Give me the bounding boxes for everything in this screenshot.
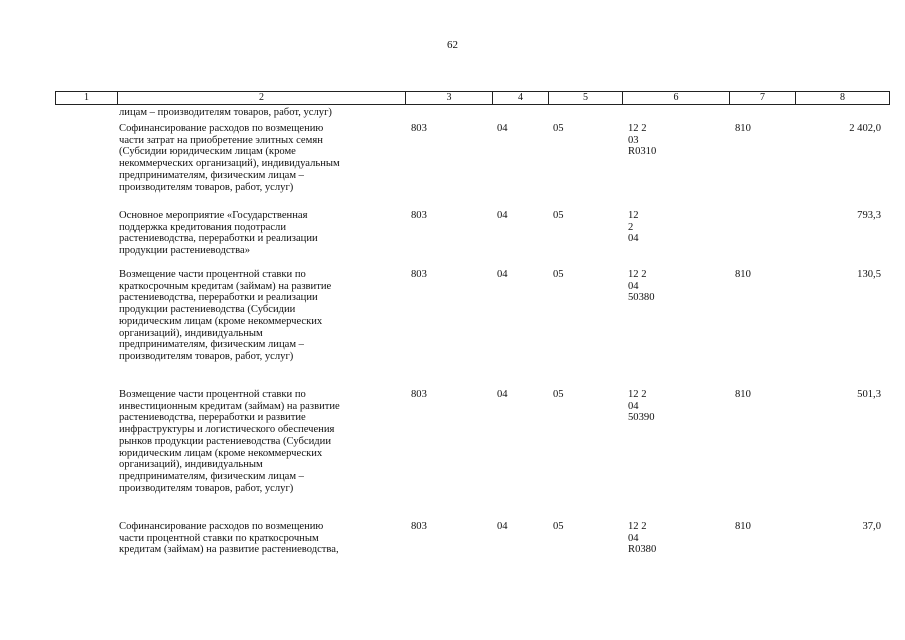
- row-name: Основное мероприятие «Государственная поддержка кредитования подотрасли растениеводства, переработки и реализации продукции растениеводства»: [119, 210, 318, 257]
- row-section: 04: [497, 210, 508, 221]
- row-subsection: 05: [553, 269, 564, 280]
- row-name: Возмещение части процентной ставки по краткосрочным кредитам (займам) на развитие растениеводства, переработки и реализации продукции растениеводства (Субсидии юридическим лицам (кроме некоммерческих организаций), индивидуальным предпринимателям, физическим лицам – производителям товаров, работ, услуг): [119, 269, 332, 362]
- row-target: 12 2 04 50390: [628, 389, 655, 424]
- row-section: 04: [497, 269, 508, 280]
- row-amount: 37,0: [862, 521, 881, 532]
- row-amount: 130,5: [857, 269, 881, 280]
- row-name: Софинансирование расходов по возмещению части процентной ставки по краткосрочным кредитам (займам) на развитие растениеводства,: [119, 521, 339, 556]
- row-target: 12 2 04 50380: [628, 269, 655, 304]
- row-ministry: 803: [411, 210, 427, 221]
- header-col-7: 7: [730, 92, 796, 105]
- row-type: 810: [735, 123, 751, 134]
- row-ministry: 803: [411, 389, 427, 400]
- header-col-4: 4: [493, 92, 549, 105]
- header-col-6: 6: [623, 92, 730, 105]
- row-ministry: 803: [411, 521, 427, 532]
- header-col-3: 3: [406, 92, 493, 105]
- row-type: 810: [735, 269, 751, 280]
- header-col-2: 2: [118, 92, 406, 105]
- row-section: 04: [497, 123, 508, 134]
- header-col-1: 1: [56, 92, 118, 105]
- row-section: 04: [497, 521, 508, 532]
- row-type: 810: [735, 389, 751, 400]
- row-subsection: 05: [553, 389, 564, 400]
- row-ministry: 803: [411, 269, 427, 280]
- row-ministry: 803: [411, 123, 427, 134]
- row-name: Софинансирование расходов по возмещению части затрат на приобретение элитных семян (Субсидии юридическим лицам (кроме некоммерческих организаций), индивидуальным предпринимателям, физическим лицам – производителям товаров, работ, услуг): [119, 123, 340, 193]
- row-target: 12 2 04: [628, 210, 639, 245]
- row-type: 810: [735, 521, 751, 532]
- header-col-5: 5: [549, 92, 623, 105]
- row-name: Возмещение части процентной ставки по инвестиционным кредитам (займам) на развитие растениеводства, переработки и развитие инфраструктуры и логистического обеспечения рынков продукции растениеводства (Субсидии юридическим лицам (кроме некоммерческих организаций), индивидуальным предпринимателям, физическим лицам – производителям товаров, работ, услуг): [119, 389, 340, 494]
- row-amount: 2 402,0: [849, 123, 881, 134]
- page-number: 62: [447, 39, 458, 51]
- column-number-header: [55, 91, 890, 105]
- row-amount: 793,3: [857, 210, 881, 221]
- row-section: 04: [497, 389, 508, 400]
- row-target: 12 2 03 R0310: [628, 123, 657, 158]
- header-col-8: 8: [796, 92, 890, 105]
- row-subsection: 05: [553, 210, 564, 221]
- row-target: 12 2 04 R0380: [628, 521, 657, 556]
- row-subsection: 05: [553, 123, 564, 134]
- row-subsection: 05: [553, 521, 564, 532]
- row-amount: 501,3: [857, 389, 881, 400]
- continuation-text: лицам – производителям товаров, работ, услуг): [119, 107, 332, 118]
